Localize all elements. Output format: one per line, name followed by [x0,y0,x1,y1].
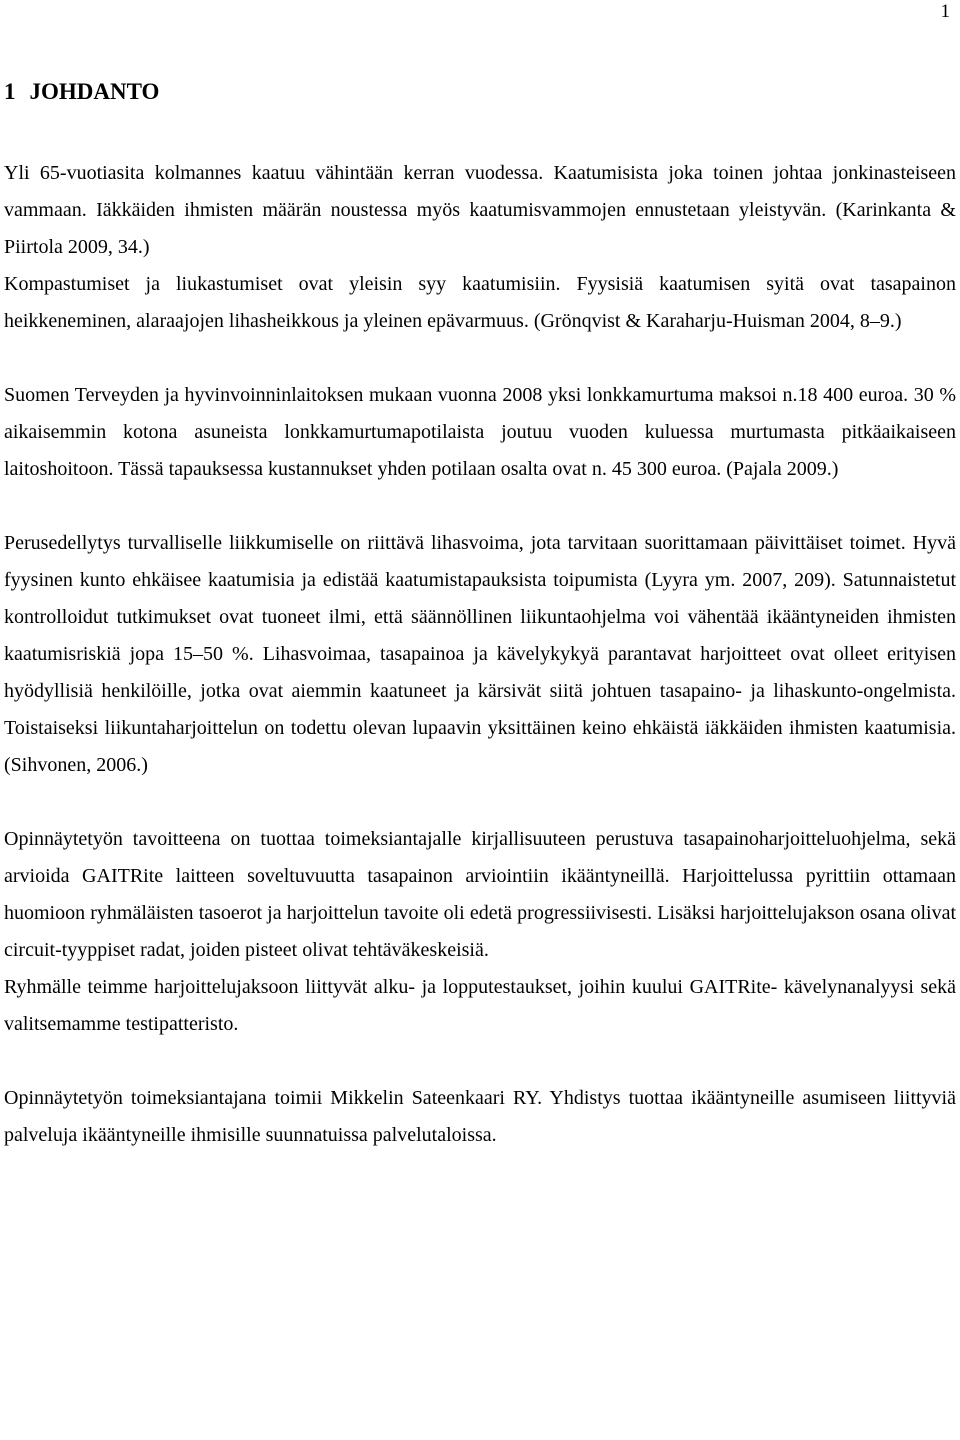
page-number: 1 [940,1,950,22]
paragraph-thesis-goal: Opinnäytetyön tavoitteena on tuottaa toimeksiantajalle kirjallisuuteen perustuva tasapainoharjoitteluohjelma, sekä arvioida GAITRite laitteen soveltuvuutta tasapainon arviointiin ikääntyneillä. Harjoittelussa pyrittiin ottamaan huomioon ryhmäläisten tasoerot ja harjoittelun tavoite oli edetä progressiivisesti. Lisäksi harjoittelujakson osana olivat circuit-tyyppiset radat, joiden pisteet olivat tehtäväkeskeisiä. [4,828,956,961]
chapter-number: 1 [4,79,16,104]
paragraph-muscle-strength: Perusedellytys turvalliselle liikkumiselle on riittävä lihasvoima, jota tarvitaan suorittamaan päivittäiset toimet. Hyvä fyysinen kunto ehkäisee kaatumisia ja edistää kaatumistapauksista toipumista (Lyyra ym. 2007, 209). Satunnaistetut kontrolloidut tutkimukset ovat tuoneet ilmi, että säännöllinen liikuntaohjelma voi vähentää ikääntyneiden ihmisten kaatumisriskiä jopa 15–50 %. Lihasvoimaa, tasapainoa ja kävelykykyä parantavat harjoitteet ovat olleet erityisen hyödyllisiä henkilöille, jotka ovat aiemmin kaatuneet ja kärsivät siitä johtuen tasapaino- ja lihaskunto-ongelmista. Toistaiseksi liikuntaharjoittelun on todettu olevan lupaavin yksittäinen keino ehkäistä iäkkäiden ihmisten kaatumisia. (Sihvonen, 2006.) [4,532,956,776]
chapter-title: JOHDANTO [29,79,160,104]
paragraph-falls-statistics: Yli 65-vuotiasita kolmannes kaatuu vähintään kerran vuodessa. Kaatumisista joka toinen johtaa jonkinasteiseen vammaan. Iäkkäiden ihmisten määrän noustessa myös kaatumisvammojen ennustetaan yleistyvän. (Karinkanta & Piirtola 2009, 34.) [4,162,956,258]
body-text [4,155,956,1154]
paragraph-group-testing: Ryhmälle teimme harjoittelujaksoon liittyvät alku- ja lopputestaukset, joihin kuului GAITRite- kävelynanalyysi sekä valitsemamme testipatteristo. [4,976,956,1035]
paragraph-hip-fracture-costs: Suomen Terveyden ja hyvinvoinninlaitoksen mukaan vuonna 2008 yksi lonkkamurtuma maksoi n.18 400 euroa. 30 % aikaisemmin kotona asuneista lonkkamurtumapotilaista joutuu vuoden kuluessa murtumasta pitkäaikaiseen laitoshoitoon. Tässä tapauksessa kustannukset yhden potilaan osalta ovat n. 45 300 euroa. (Pajala 2009.) [4,384,956,480]
paragraph-commissioner: Opinnäytetyön toimeksiantajana toimii Mikkelin Sateenkaari RY. Yhdistys tuottaa ikääntyneille asumiseen liittyviä palveluja ikääntyneille ihmisille suunnatuissa palvelutaloissa. [4,1087,956,1146]
paragraph-fall-causes: Kompastumiset ja liukastumiset ovat yleisin syy kaatumisiin. Fyysisiä kaatumisen syitä ovat tasapainon heikkeneminen, alaraajojen lihasheikkous ja yleinen epävarmuus. (Grönqvist & Karaharju-Huisman 2004, 8–9.) [4,273,956,332]
chapter-heading [4,78,159,106]
